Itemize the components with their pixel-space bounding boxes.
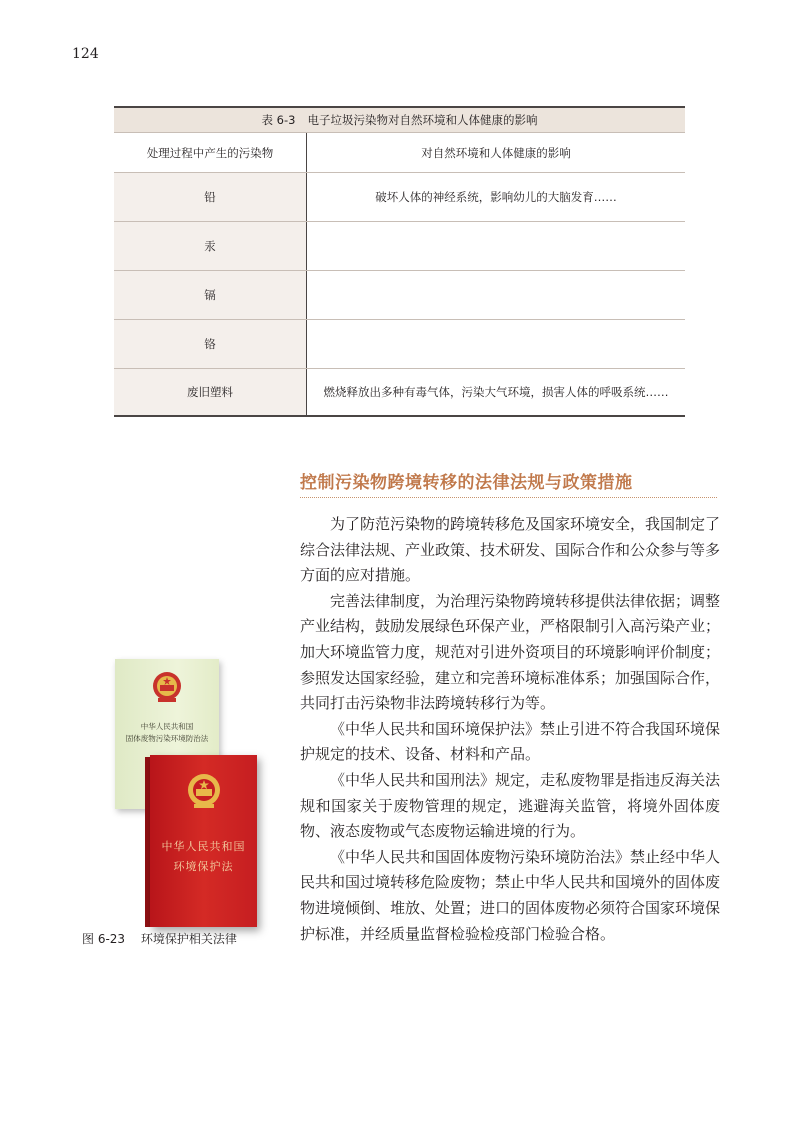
table-row	[114, 173, 685, 222]
figure-number: 图 6-23	[82, 932, 126, 946]
table-cell-pollutant: 镉	[114, 271, 307, 319]
national-emblem-icon	[187, 773, 221, 813]
book-title-line: 固体废物污染环境防治法	[125, 734, 209, 743]
book-title-line: 中华人民共和国	[161, 840, 246, 853]
paragraph: 《中华人民共和国刑法》规定，走私废物罪是指违反海关法规和国家关于废物管理的规定，逃避海关监管，将境外固体废物、液态废物或气态废物运输进境的行为。	[300, 770, 721, 841]
table-cell-effect	[307, 271, 685, 319]
paragraph: 完善法律制度，为治理污染物跨境转移提供法律依据；调整产业结构，鼓励发展绿色环保产业，严格限制引入高污染产业；加大环境监管力度，规范对引进外资项目的环境影响评价制度；参照发达国家经验，建立和完善环境标准体系；加强国际合作，共同打击污染物非法跨境转移行为等。	[300, 591, 721, 713]
table-row	[114, 320, 685, 369]
book-cover-title	[115, 721, 219, 745]
body-text	[300, 512, 720, 947]
table-cell-effect: 燃烧释放出多种有毒气体，污染大气环境，损害人体的呼吸系统……	[307, 369, 685, 415]
book-environmental-protection-law	[150, 755, 257, 927]
book-cover-title	[150, 837, 257, 877]
national-emblem-icon	[152, 671, 182, 707]
table-cell-effect: 破坏人体的神经系统，影响幼儿的大脑发育……	[307, 173, 685, 221]
table-row	[114, 222, 685, 271]
section-divider	[300, 497, 717, 498]
table-header-effect: 对自然环境和人体健康的影响	[421, 145, 571, 160]
figure-caption-text: 环境保护相关法律	[140, 932, 237, 946]
paragraph: 为了防范污染物的跨境转移危及国家环境安全，我国制定了综合法律法规、产业政策、技术研发、国际合作和公众参与等多方面的应对措施。	[300, 515, 721, 585]
table-cell-effect	[307, 222, 685, 270]
book-title-line: 中华人民共和国	[140, 722, 194, 731]
table-number: 表 6-3	[261, 113, 296, 127]
table-caption	[114, 106, 685, 132]
book-title-line: 环境保护法	[173, 860, 234, 873]
paragraph: 《中华人民共和国固体废物污染环境防治法》禁止经中华人民共和国过境转移危险废物；禁止中华人民共和国境外的固体废物进境倾倒、堆放、处置；进口的固体废物必须符合国家环境保护标准，并经质量监督检验检疫部门检验合格。	[300, 847, 721, 943]
table-header-row	[114, 132, 685, 173]
table-cell-pollutant: 铅	[114, 173, 307, 221]
page-number: 124	[72, 46, 99, 62]
table-cell-pollutant: 铬	[114, 320, 307, 368]
table-row	[114, 369, 685, 417]
pollutant-table	[114, 106, 685, 417]
table-cell-effect	[307, 320, 685, 368]
paragraph: 《中华人民共和国环境保护法》禁止引进不符合我国环境保护规定的技术、设备、材料和产品。	[300, 719, 721, 764]
table-row	[114, 271, 685, 320]
figure-caption	[82, 930, 237, 947]
table-header-pollutant: 处理过程中产生的污染物	[114, 133, 307, 172]
table-cell-pollutant: 汞	[114, 222, 307, 270]
table-title: 电子垃圾污染物对自然环境和人体健康的影响	[307, 113, 538, 127]
table-cell-pollutant: 废旧塑料	[114, 369, 307, 415]
section-heading: 控制污染物跨境转移的法律法规与政策措施	[300, 473, 633, 493]
